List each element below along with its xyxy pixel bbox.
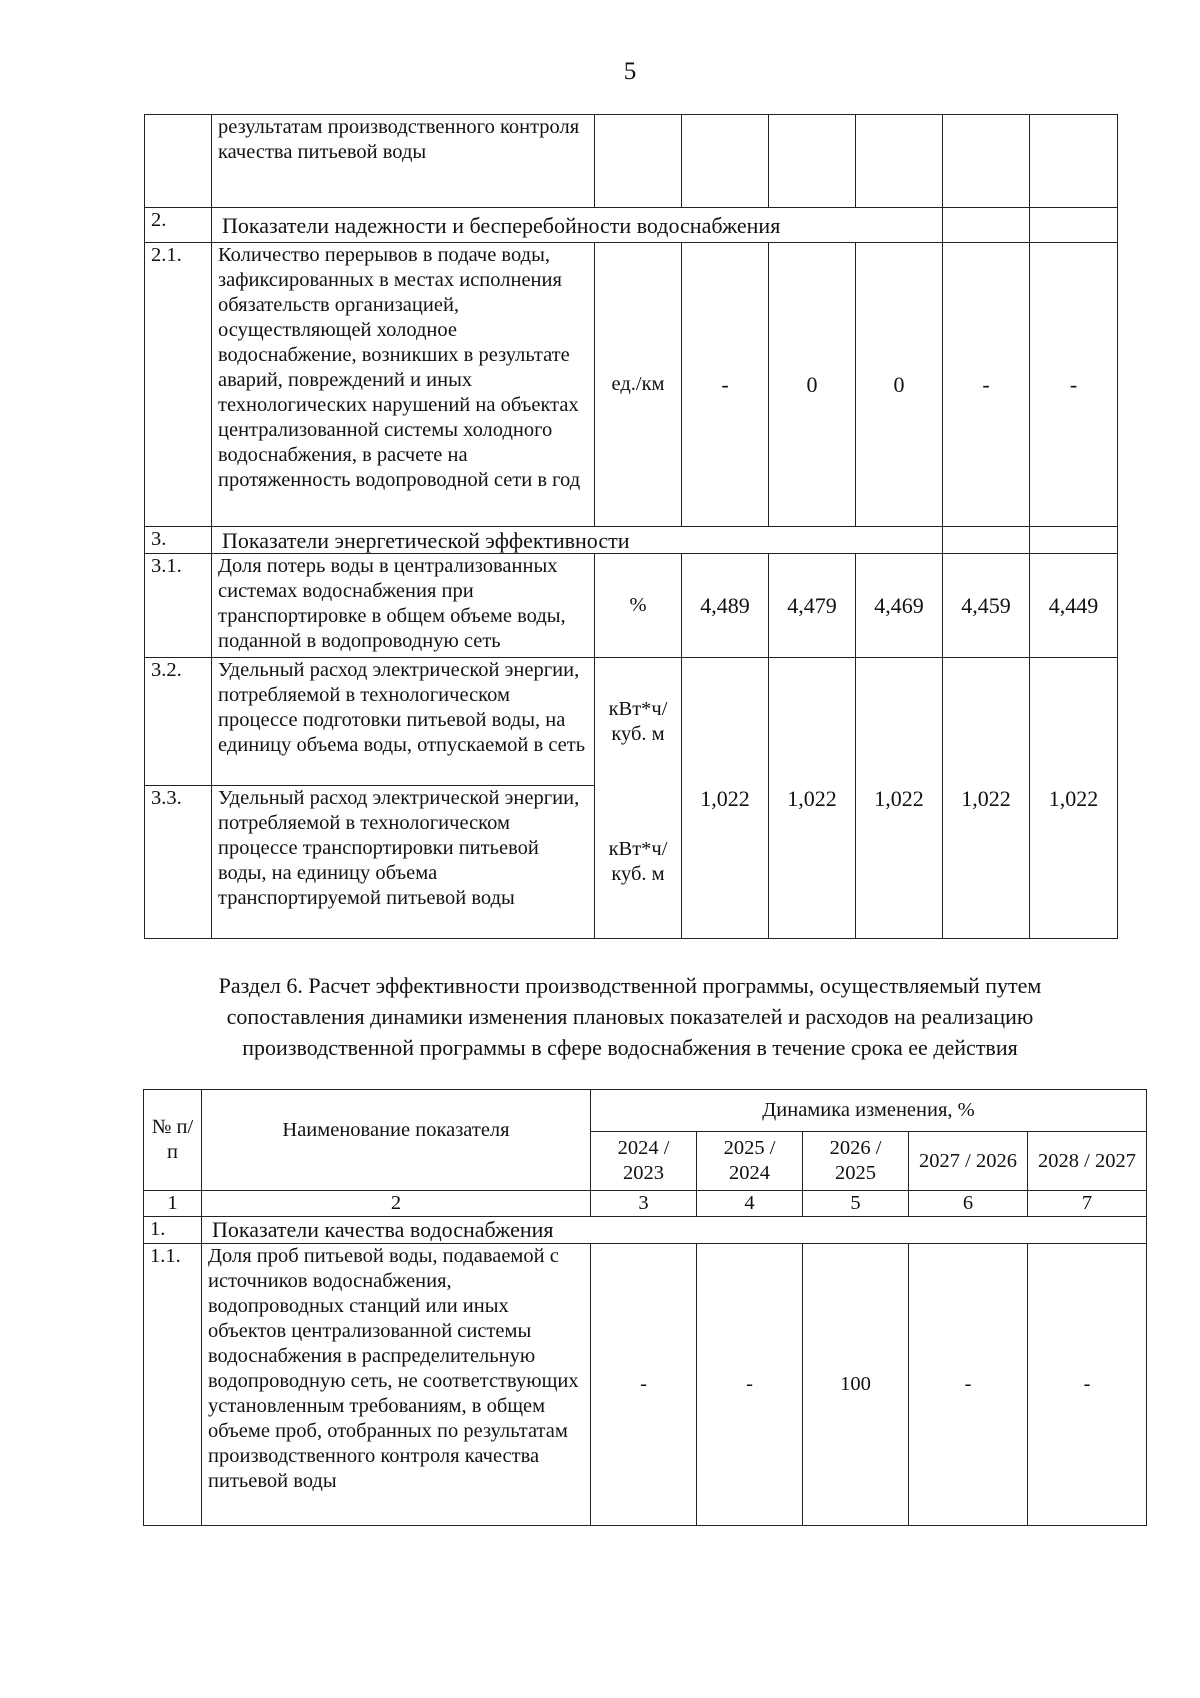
value-cell: 4,459 xyxy=(943,554,1030,658)
section-title: Показатели качества водоснабжения xyxy=(202,1217,1147,1244)
section-title: Показатели энергетической эффективности xyxy=(212,527,943,554)
value-cell: 1,022 xyxy=(1030,658,1118,939)
section-number: 1. xyxy=(144,1217,202,1244)
value-cell: 1,022 xyxy=(769,658,856,939)
period-header: 2026 / 2025 xyxy=(803,1132,909,1191)
row-number: 3.2. xyxy=(145,658,212,786)
row-number: 3.1. xyxy=(145,554,212,658)
value-cell: - xyxy=(682,243,769,527)
efficiency-table xyxy=(143,1089,1147,1526)
indicator-name: Доля проб питьевой воды, подаваемой с источников водоснабжения, водопроводных станций или иных объектов централизованной системы водоснабжения в распределительную водопроводную сеть, не соответствующих установленным требованиям, в общем объеме проб, отобранных по результатам производственного контроля качества питьевой воды xyxy=(202,1244,591,1526)
column-number: 2 xyxy=(202,1191,591,1217)
row-number: 3.3. xyxy=(145,786,212,939)
header-dynamics: Динамика изменения, % xyxy=(591,1090,1147,1132)
value-cell: 1,022 xyxy=(856,658,943,939)
indicators-table xyxy=(144,114,1118,939)
header-row xyxy=(144,1090,1147,1132)
row-number-cell xyxy=(145,115,212,208)
table-row xyxy=(145,554,1118,658)
column-number-row xyxy=(144,1191,1147,1217)
section-number: 3. xyxy=(145,527,212,554)
section-row xyxy=(145,208,1118,243)
period-header: 2025 / 2024 xyxy=(697,1132,803,1191)
unit-cell: ед./км xyxy=(595,243,682,527)
page-number: 5 xyxy=(623,58,637,85)
table-row xyxy=(145,115,1118,208)
column-number: 3 xyxy=(591,1191,697,1217)
continuation-text: результатам производственного контроля качества питьевой воды xyxy=(212,115,595,208)
value-cell: 4,469 xyxy=(856,554,943,658)
value-cell: 4,479 xyxy=(769,554,856,658)
section-title: Показатели надежности и бесперебойности водоснабжения xyxy=(212,208,943,243)
value-cell: 4,449 xyxy=(1030,554,1118,658)
period-header: 2028 / 2027 xyxy=(1028,1132,1147,1191)
section-row xyxy=(144,1217,1147,1244)
row-number: 2.1. xyxy=(145,243,212,527)
indicator-name: Доля потерь воды в централизованных системах водоснабжения при транспортировке в общем объеме воды, поданной в водопроводную сеть xyxy=(212,554,595,658)
section-6-title: Раздел 6. Расчет эффективности производственной программы, осуществляемый путем сопоставления динамики изменения плановых показателей и расходов на реализацию производственной программы в сфере водоснабжения в течение срока ее действия xyxy=(218,973,1042,1060)
indicator-name: Удельный расход электрической энергии, потребляемой в технологическом процессе подготовки питьевой воды, на единицу объема воды, отпускаемой в сеть xyxy=(212,658,595,786)
period-header: 2027 / 2026 xyxy=(909,1132,1028,1191)
section-row xyxy=(145,527,1118,554)
value-cell: 0 xyxy=(856,243,943,527)
value-cell: 0 xyxy=(769,243,856,527)
indicator-name: Удельный расход электрической энергии, потребляемой в технологическом процессе транспортировки питьевой воды, на единицу объема транспортируемой питьевой воды xyxy=(212,786,595,939)
value-cell: - xyxy=(1028,1244,1147,1526)
indicator-name: Количество перерывов в подаче воды, зафиксированных в местах исполнения обязательств организацией, осуществляющей холодное водоснабжение, возникших в результате аварий, повреждений и иных технологических нарушений на объектах централизованной системы холодного водоснабжения, в расчете на протяженность водопроводной сети в год xyxy=(212,243,595,527)
value-cell: - xyxy=(943,243,1030,527)
column-number: 4 xyxy=(697,1191,803,1217)
header-name: Наименование показателя xyxy=(202,1090,591,1191)
unit-cell: % xyxy=(595,554,682,658)
column-number: 1 xyxy=(144,1191,202,1217)
value-cell: - xyxy=(697,1244,803,1526)
unit-cell: кВт*ч/ куб. м xyxy=(595,786,682,939)
header-number: № п/п xyxy=(144,1090,202,1191)
row-number: 1.1. xyxy=(144,1244,202,1526)
column-number: 5 xyxy=(803,1191,909,1217)
table-row xyxy=(144,1244,1147,1526)
value-cell: 4,489 xyxy=(682,554,769,658)
value-cell: - xyxy=(1030,243,1118,527)
value-cell: 1,022 xyxy=(682,658,769,939)
unit-cell: кВт*ч/ куб. м xyxy=(595,658,682,786)
section-number: 2. xyxy=(145,208,212,243)
period-header: 2024 / 2023 xyxy=(591,1132,697,1191)
value-cell: 100 xyxy=(803,1244,909,1526)
value-cell: - xyxy=(591,1244,697,1526)
column-number: 6 xyxy=(909,1191,1028,1217)
table-row xyxy=(145,658,1118,786)
value-cell: - xyxy=(909,1244,1028,1526)
column-number: 7 xyxy=(1028,1191,1147,1217)
value-cell: 1,022 xyxy=(943,658,1030,939)
table-row xyxy=(145,243,1118,527)
